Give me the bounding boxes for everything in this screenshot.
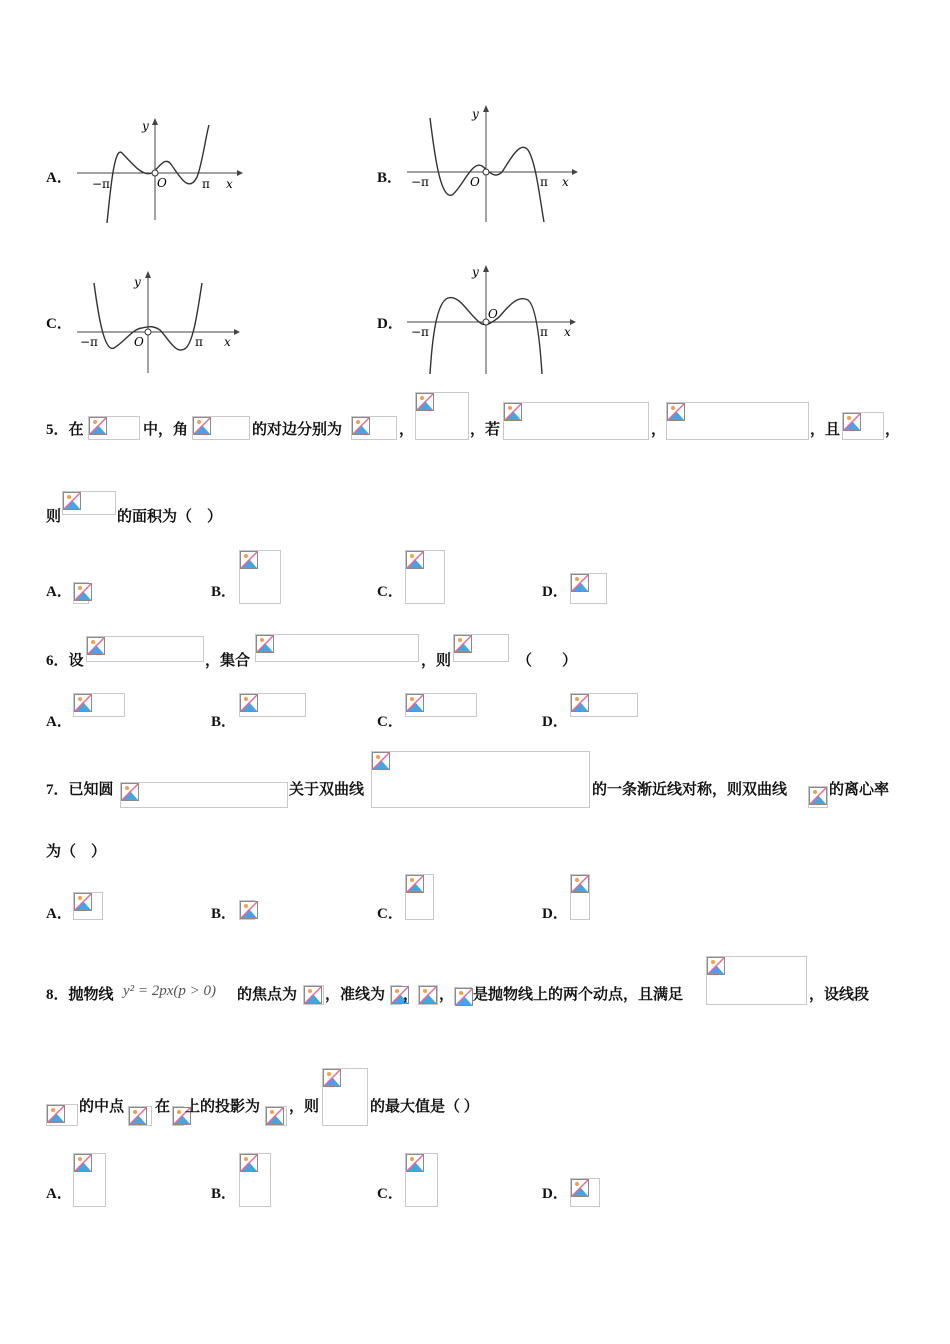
svg-text:π: π — [195, 335, 203, 349]
option-c-label: C． — [46, 316, 72, 332]
answer-image — [570, 874, 590, 920]
q8-text-5: ， — [439, 987, 455, 1003]
broken-image-icon — [89, 417, 107, 435]
formula-image — [454, 987, 472, 1005]
broken-image-icon — [406, 551, 424, 569]
answer-image — [239, 1153, 271, 1207]
q8-option-c: C． — [377, 1186, 403, 1202]
q6-option-d: D． — [542, 714, 568, 730]
neg-pi-label: −π — [92, 177, 110, 191]
broken-image-icon — [240, 1154, 258, 1172]
broken-image-icon — [323, 1069, 341, 1087]
broken-image-icon — [416, 393, 434, 411]
formula-image — [88, 416, 140, 440]
option-b-label: B． — [377, 170, 403, 186]
broken-image-icon — [571, 694, 589, 712]
formula-image — [842, 412, 884, 440]
broken-image-icon — [419, 986, 437, 1004]
answer-image — [405, 550, 445, 604]
broken-image-icon — [87, 637, 105, 655]
formula-image — [418, 985, 438, 1005]
q8-text-12: 的最大值是（ ） — [370, 1099, 479, 1115]
broken-image-icon — [240, 551, 258, 569]
q8-option-a: A． — [46, 1186, 72, 1202]
broken-image-icon — [63, 492, 81, 510]
q5-text-4: ， — [399, 422, 415, 438]
formula-image — [62, 491, 116, 515]
answer-image — [73, 1153, 106, 1207]
q5-option-d: D． — [542, 584, 568, 600]
broken-image-icon — [240, 694, 258, 712]
formula-image — [322, 1068, 368, 1126]
formula-image — [46, 1104, 78, 1126]
svg-text:−π: −π — [80, 335, 98, 349]
svg-text:y: y — [142, 119, 149, 133]
q6-text-2: ，集合 — [205, 653, 251, 669]
broken-image-icon — [809, 787, 827, 805]
broken-image-icon — [266, 1107, 284, 1125]
svg-text:x: x — [226, 177, 233, 191]
broken-image-icon — [406, 1154, 424, 1172]
formula-image — [255, 634, 419, 662]
q7-text-3: 的一条渐近线对称，则双曲线 — [592, 782, 788, 798]
q7-option-b: B． — [211, 906, 237, 922]
q7-text-2: 关于双曲线 — [289, 782, 365, 798]
q5-text-1: 5．在 — [46, 422, 84, 438]
q7-text-4: 的离心率 — [829, 782, 890, 798]
broken-image-icon — [406, 694, 424, 712]
svg-text:O: O — [488, 307, 498, 321]
q8-text-2: 的焦点为 — [237, 987, 298, 1003]
q8-text-6: 是抛物线上的两个动点，且满足 — [473, 987, 684, 1003]
formula-image — [666, 402, 809, 440]
q5-option-a: A． — [46, 584, 72, 600]
broken-image-icon — [372, 752, 390, 770]
broken-image-icon — [455, 988, 473, 1006]
answer-image — [73, 892, 103, 920]
formula-image — [303, 985, 324, 1005]
q6-text-3: ，则 — [421, 653, 452, 669]
svg-text:x: x — [564, 325, 571, 339]
q5-text-6: ， — [651, 422, 667, 438]
formula-image — [453, 634, 509, 662]
q7-text-1: 7．已知圆 — [46, 782, 114, 798]
answer-image — [73, 582, 89, 604]
option-d-label: D． — [377, 316, 403, 332]
svg-text:O: O — [157, 176, 167, 190]
formula-image — [128, 1106, 152, 1126]
q7-option-c: C． — [377, 906, 403, 922]
svg-text:O: O — [134, 335, 144, 349]
formula-image — [371, 751, 590, 808]
broken-image-icon — [74, 893, 92, 911]
broken-image-icon — [74, 583, 92, 601]
broken-image-icon — [193, 417, 211, 435]
q8-text-9: 在 — [155, 1099, 171, 1115]
broken-image-icon — [406, 875, 424, 893]
svg-text:−π: −π — [411, 175, 429, 189]
q8-text-3: ，准线为 — [325, 987, 386, 1003]
q5-text-7: ，且 — [810, 422, 841, 438]
q8-option-b: B． — [211, 1186, 237, 1202]
graph-c — [72, 268, 247, 378]
broken-image-icon — [571, 875, 589, 893]
graph-b — [402, 100, 582, 225]
formula-image — [192, 416, 250, 440]
q6-option-c: C． — [377, 714, 403, 730]
svg-text:−π: −π — [411, 325, 429, 339]
svg-text:π: π — [540, 325, 548, 339]
answer-image — [239, 900, 255, 920]
graph-d — [402, 262, 582, 377]
broken-image-icon — [74, 694, 92, 712]
answer-image — [405, 1153, 438, 1207]
answer-image — [73, 693, 125, 717]
q8-text-8: 的中点 — [79, 1099, 125, 1115]
svg-text:π: π — [202, 177, 210, 191]
q6-option-b: B． — [211, 714, 237, 730]
q5-text-8: ， — [885, 422, 901, 438]
broken-image-icon — [571, 1179, 589, 1197]
formula-image — [503, 402, 649, 440]
svg-text:π: π — [540, 175, 548, 189]
formula-image — [706, 956, 807, 1005]
formula-image — [808, 786, 828, 808]
broken-image-icon — [707, 957, 725, 975]
q7-text-5: 为（ ） — [46, 844, 107, 860]
q5-text-5: ，若 — [470, 422, 501, 438]
broken-image-icon — [121, 783, 139, 801]
formula-image — [120, 782, 288, 808]
q7-option-d: D． — [542, 906, 568, 922]
q8-text-1: 8．抛物线 — [46, 987, 114, 1003]
broken-image-icon — [571, 574, 589, 592]
svg-text:y: y — [472, 107, 479, 121]
formula-image — [351, 416, 397, 440]
svg-text:x: x — [562, 175, 569, 189]
broken-image-icon — [843, 413, 861, 431]
answer-image — [570, 573, 607, 604]
broken-image-icon — [304, 986, 322, 1004]
answer-image — [405, 874, 434, 920]
q5-text-2: 中，角 — [143, 422, 189, 438]
formula-image — [390, 985, 402, 1005]
q5-text-10: 的面积为（ ） — [117, 509, 223, 525]
q8-text-11: ，则 — [289, 1099, 320, 1115]
formula-image — [415, 392, 469, 440]
graph-a — [72, 115, 247, 225]
answer-image — [239, 693, 306, 717]
q8-formula: y² = 2px(p > 0) — [123, 983, 217, 999]
broken-image-icon — [47, 1105, 65, 1123]
svg-text:x: x — [224, 335, 231, 349]
broken-image-icon — [352, 417, 370, 435]
svg-text:y: y — [134, 275, 141, 289]
broken-image-icon — [256, 635, 274, 653]
q8-text-7: ，设线段 — [809, 987, 870, 1003]
broken-image-icon — [240, 901, 258, 919]
q5-text-9: 则 — [46, 509, 62, 525]
broken-image-icon — [504, 403, 522, 421]
q5-option-b: B． — [211, 584, 237, 600]
broken-image-icon — [454, 635, 472, 653]
option-a-label: A． — [46, 170, 72, 186]
q8-text-10: 上的投影为 — [185, 1099, 261, 1115]
formula-image — [265, 1106, 287, 1126]
q7-option-a: A． — [46, 906, 72, 922]
answer-image — [239, 550, 281, 604]
q6-option-a: A． — [46, 714, 72, 730]
svg-text:O: O — [470, 175, 480, 189]
broken-image-icon — [129, 1107, 147, 1125]
q8-option-d: D． — [542, 1186, 568, 1202]
formula-image — [86, 636, 204, 662]
svg-text:y: y — [472, 265, 479, 279]
q5-text-3: 的对边分别为 — [252, 422, 343, 438]
broken-image-icon — [667, 403, 685, 421]
answer-image — [405, 693, 477, 717]
q8-text-4: ， — [403, 987, 419, 1003]
answer-image — [570, 1178, 600, 1207]
answer-image — [570, 693, 638, 717]
q6-text-4: （ ） — [517, 653, 578, 669]
broken-image-icon — [74, 1154, 92, 1172]
q5-option-c: C． — [377, 584, 403, 600]
q6-text-1: 6．设 — [46, 653, 84, 669]
formula-image — [172, 1106, 184, 1126]
